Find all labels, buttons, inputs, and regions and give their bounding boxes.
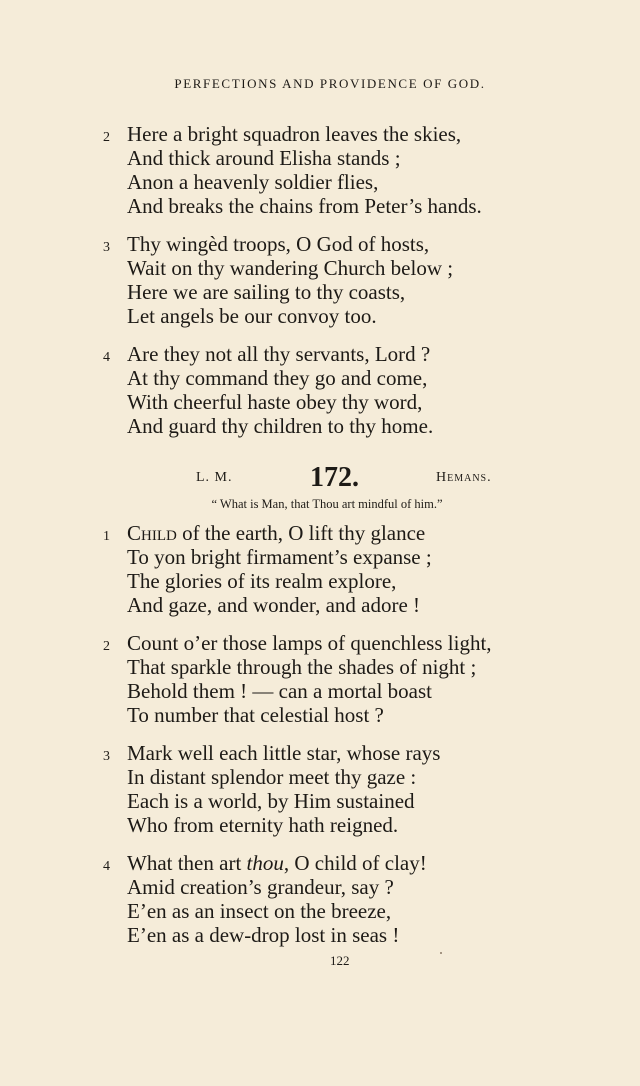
- verse-line: of the earth, O lift thy glance: [176, 521, 426, 545]
- verse-line: Behold them ! — can a mortal boast: [127, 679, 433, 703]
- prev-stanza-2: [103, 122, 573, 218]
- prev-stanza-4: [103, 342, 573, 438]
- verse-line: , O child of clay!: [283, 851, 427, 875]
- hymn-meter: L. M.: [196, 470, 233, 485]
- verse-line: Here a bright squadron leaves the skies,: [127, 122, 462, 146]
- hymn-header: [0, 462, 640, 492]
- verse-line: Each is a world, by Him sustained: [127, 789, 415, 813]
- stanza-number: 3: [103, 240, 110, 255]
- verse-line: At thy command they go and come,: [127, 366, 428, 390]
- verse-line: E’en as an insect on the breeze,: [127, 899, 392, 923]
- verse-line: And guard thy children to thy home.: [127, 414, 434, 438]
- verse-line: That sparkle through the shades of night ;: [127, 655, 477, 679]
- verse-line: And gaze, and wonder, and adore !: [127, 593, 421, 617]
- verse-line: Count o’er those lamps of quenchless light,: [127, 631, 492, 655]
- prev-stanza-3: [103, 232, 573, 328]
- verse-line: Anon a heavenly soldier flies,: [127, 170, 379, 194]
- verse-line: And thick around Elisha stands ;: [127, 146, 401, 170]
- hymn-number: 172.: [310, 462, 359, 493]
- stanza-number: 4: [103, 350, 110, 365]
- first-word: Child: [127, 521, 177, 545]
- hymn-author: Hemans.: [436, 470, 492, 485]
- verse-line: In distant splendor meet thy gaze :: [127, 765, 417, 789]
- stanza-number: 2: [103, 130, 110, 145]
- verse-line: With cheerful haste obey thy word,: [127, 390, 423, 414]
- paper-speck: [440, 952, 442, 954]
- verse-line: Amid creation’s grandeur, say ?: [127, 875, 394, 899]
- hymn-stanza-2: [103, 631, 573, 727]
- verse-line: Thy wingèd troops, O God of hosts,: [127, 232, 430, 256]
- hymn-stanza-3: [103, 741, 573, 837]
- verse-line: To yon bright firmament’s expanse ;: [127, 545, 432, 569]
- hymn-stanza-1: [103, 521, 573, 617]
- verse-line: E’en as a dew-drop lost in seas !: [127, 923, 400, 947]
- verse-line: To number that celestial host ?: [127, 703, 384, 727]
- verse-line: Let angels be our convoy too.: [127, 304, 377, 328]
- stanza-number: 4: [103, 859, 110, 874]
- verse-line: Who from eternity hath reigned.: [127, 813, 399, 837]
- verse-line: And breaks the chains from Peter’s hands.: [127, 194, 482, 218]
- verse-line: Here we are sailing to thy coasts,: [127, 280, 406, 304]
- page-number: 122: [330, 953, 350, 968]
- hymn-stanza-4: [103, 851, 573, 947]
- verse-line: What then art: [127, 851, 247, 875]
- stanza-number: 1: [103, 529, 110, 544]
- verse-line: Mark well each little star, whose rays: [127, 741, 441, 765]
- stanza-number: 2: [103, 639, 110, 654]
- verse-line: Wait on thy wandering Church below ;: [127, 256, 454, 280]
- verse-emphasis: thou: [246, 851, 284, 875]
- hymn-epigraph: “ What is Man, that Thou art mindful of him.”: [211, 497, 443, 511]
- verse-line: Are they not all thy servants, Lord ?: [127, 342, 431, 366]
- verse-line: The glories of its realm explore,: [127, 569, 397, 593]
- running-head: PERFECTIONS AND PROVIDENCE OF GOD.: [174, 76, 486, 91]
- stanza-number: 3: [103, 749, 110, 764]
